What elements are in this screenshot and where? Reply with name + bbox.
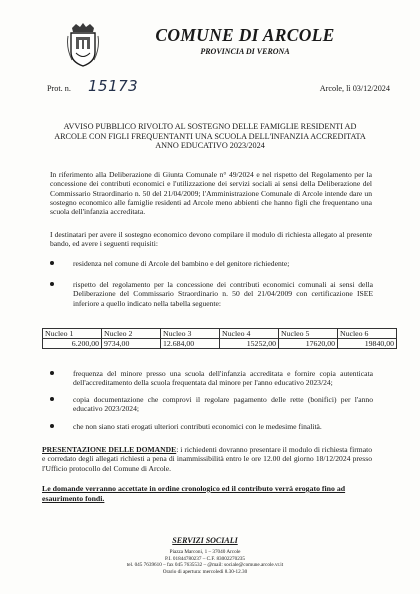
table-header-cell: Nucleo 5: [279, 329, 338, 339]
bullet-icon: [50, 397, 54, 401]
municipal-crest-icon: [66, 22, 100, 68]
heading-line: AVVISO PUBBLICO RIVOLTO AL SOSTEGNO DELLE FAMIGLIE RESIDENTI AD: [63, 122, 357, 131]
table-cell: 9734,00: [102, 339, 161, 349]
table-header-cell: Nucleo 3: [161, 329, 220, 339]
table-cell: 6.200,00: [43, 339, 102, 349]
footer-contacts: tel. 045 7639610 – fax 045 7635532 – @mail: sociale@comune.arcole.vr.it: [126, 562, 284, 569]
place-date: Arcole, lì 03/12/2024: [319, 84, 390, 93]
bullet-icon: [50, 282, 54, 286]
footer-address: Piazza Marconi, 1 – 37040 Arcole: [169, 549, 241, 555]
presentation-text: : i richiedenti dovranno presentare il modulo di richiesta firmato e corredato degli allegati richiesti a pena di inammissibilità entro le ore 12.00 del giorno 18/12/2024 presso l'Ufficio protocollo del Comune di Arcole.: [42, 445, 372, 473]
table-cell: 19840,00: [338, 339, 397, 349]
footer-tax-ids: P.I. 01844780237 – C.F. 83002270235: [165, 555, 245, 562]
table-cell: 17620,00: [279, 339, 338, 349]
presentation-label: PRESENTAZIONE DELLE DOMANDE: [42, 445, 177, 454]
closing-notice: Le domande verranno accettate in ordine cronologico ed il contributo verrà erogato fino ad esaurimento fondi.: [42, 484, 346, 503]
bullet-icon: [50, 424, 54, 428]
presentation-paragraph: [42, 445, 372, 473]
table-cell: 15252,00: [220, 339, 279, 349]
heading-line: ANNO EDUCATIVO 2023/2024: [155, 141, 265, 151]
protocol-label: Prot. n.: [47, 84, 71, 93]
footer: [100, 536, 310, 575]
notice-heading: [50, 122, 370, 151]
requirement-text: copia documentazione che comprovi il regolare pagamento delle rette (bonifici) per l'anno educativo 2023/2024;: [73, 395, 373, 414]
requirement-text: che non siano stati erogati ulteriori contributi economici con le medesime finalità.: [73, 422, 322, 431]
bullet-icon: [50, 261, 54, 265]
footer-hours: Orario di apertura: mercoledì 8.30-12.30: [162, 568, 248, 575]
table-header-cell: Nucleo 2: [102, 329, 161, 339]
province-subtitle: PROVINCIA DI VERONA: [200, 47, 290, 56]
municipality-title: COMUNE DI ARCOLE: [155, 25, 335, 45]
table-header-cell: Nucleo 6: [338, 329, 397, 339]
table-header-cell: Nucleo 4: [220, 329, 279, 339]
requirement-text: rispetto del regolamento per la concessione dei contributi economici comunali ai sensi della Deliberazione del Commissario Straordinario n. 50 del 21/04/2009 con certificazione ISEE inferiore a quello indicato nella tabella seguente:: [73, 280, 373, 308]
table-header-cell: Nucleo 1: [43, 329, 102, 339]
table-row: [43, 339, 397, 349]
requirement-text: residenza nel comune di Arcole del bambino e del genitore richiedente;: [73, 259, 290, 268]
isee-table: [42, 328, 397, 349]
intro-paragraph: In riferimento alla Deliberazione di Giunta Comunale n° 49/2024 e nel rispetto del Regolamento per la concessione dei contributi economici e l'utilizzazione dei servizi sociali ai sensi della Deliberazione del Commissario Straordinario n. 50 del 21/04/2009; l'Amministrazione Comunale di Arcole intende dare un sostegno economico alle famiglie residenti ad Arcole meno abbienti che hanno figli che frequentano una scuola dell'infanzia accreditata.: [50, 170, 372, 217]
table-cell: 12.684,00: [161, 339, 220, 349]
protocol-number: 15173: [88, 77, 139, 95]
requirements-intro: I destinatari per avere il sostegno economico devono compilare il modulo di richiesta allegato al presente bando, ed avere i seguenti requisiti:: [50, 230, 372, 249]
heading-line: ARCOLE CON FIGLI FREQUENTANTI UNA SCUOLA DELL'INFANZIA ACCREDITATA: [54, 131, 366, 141]
requirement-text: frequenza del minore presso una scuola dell'infanzia accreditata e fornire copia autenticata dell'accreditamento della scuola frequentata dal minore per l'anno educativo 2023/24;: [73, 369, 373, 388]
footer-title: SERVIZI SOCIALI: [172, 536, 238, 545]
table-row: [43, 329, 397, 339]
bullet-icon: [50, 371, 54, 375]
